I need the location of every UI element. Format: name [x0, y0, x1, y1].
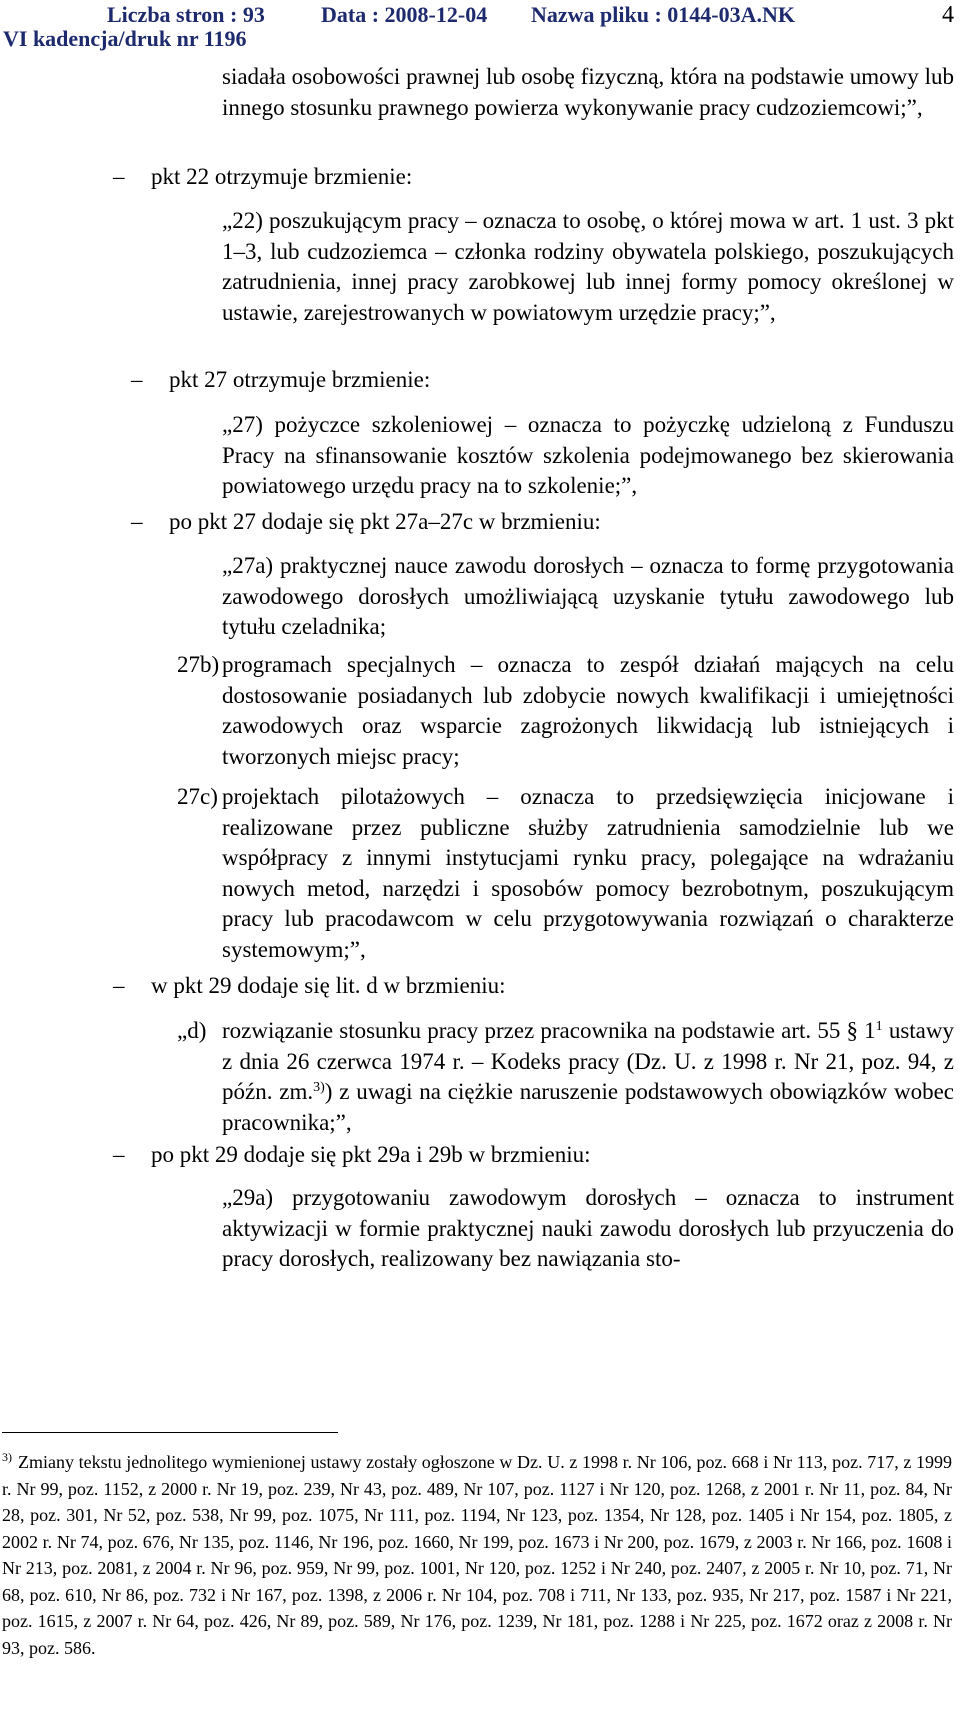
footnote-text: Zmiany tekstu jednolitego wymienionej ustawy zostały ogłoszone w Dz. U. z 1998 r. Nr 106, poz. 668 i Nr 113, poz. 717, z 1999 r. Nr 99, poz. 1152, z 2000 r. Nr 19, poz. 239, Nr 43, poz. 489, Nr 107, poz. 1127 i Nr 120, poz. 1268, z 2001 r. Nr 11, poz. 84, Nr 28, poz. 301, Nr 52, poz. 538, Nr 99, poz. 1075, Nr 111, poz. 1194, Nr 123, poz. 1354, Nr 128, poz. 1405 i Nr 154, poz. 1805, z 2002 r. Nr 74, poz. 676, Nr 135, poz. 1146, Nr 196, poz. 1660, Nr 199, poz. 1673 i Nr 200, poz. 1679, z 2003 r. Nr 166, poz. 1608 i Nr 213, poz. 2081, z 2004 r. Nr 96, poz. 959, Nr 99, poz. 1001, Nr 120, poz. 1252 i Nr 240, poz. 2407, z 2005 r. Nr 10, poz. 71, Nr 68, poz. 610, Nr 86, poz. 732 i Nr 167, poz. 1398, z 2006 r. Nr 104, poz. 708 i 711, Nr 133, poz. 935, Nr 217, poz. 1587 i Nr 221, poz. 1615, z 2007 r. Nr 64, poz. 426, Nr 89, poz. 589, Nr 176, poz. 1239, Nr 181, poz. 1288 i Nr 225, poz. 1672 oraz z 2008 r. Nr 93, poz. 586.: [2, 1452, 952, 1658]
paragraph-text: projektach pilotażowych – oznacza to przedsięwzięcia inicjowane i realizowane przez publiczne służby zatrudnienia samodzielnie lub we współpracy z innymi instytucjami rynku pracy, polegające na wdrażaniu nowych metod, narzędzi i sposobów pomocy bezrobotnym, poszukującym pracy lub pracodawcom w celu przygotowywania rozwiązań o charakterze systemowym;”,: [222, 784, 954, 962]
dash-marker: –: [131, 509, 143, 534]
page-number: 4: [942, 2, 954, 28]
paragraph-27: [222, 410, 954, 502]
header-page-count: Liczba stron : 93: [107, 2, 265, 27]
amendment-line-pkt29a: [113, 1140, 590, 1170]
item-label: 27c): [177, 784, 218, 809]
footnote-separator: [2, 1432, 338, 1433]
dash-marker: –: [131, 367, 143, 392]
dash-marker: –: [113, 973, 125, 998]
header-filename: Nazwa pliku : 0144-03A.NK: [531, 2, 796, 27]
header-date: Data : 2008-12-04: [321, 2, 488, 27]
item-label: „d): [177, 1018, 207, 1043]
paragraph-27a: [222, 551, 954, 643]
page-header: [0, 0, 960, 54]
paragraph-text-part: ) z uwagi na ciężkie naruszenie podstawowych obowiązków wobec pracownika;”,: [222, 1079, 955, 1135]
footnote-reference: 3): [313, 1080, 325, 1095]
paragraph-text-part: ustawy z dnia 26 czerwca 1974 r. – Kodeks pracy (Dz. U. z 1998 r. Nr 21, poz. 94, z późn. zm.: [222, 1018, 954, 1104]
paragraph-29a: [222, 1183, 954, 1275]
amendment-text: po pkt 29 dodaje się pkt 29a i 29b w brzmieniu:: [151, 1142, 591, 1167]
amendment-text: po pkt 27 dodaje się pkt 27a–27c w brzmieniu:: [169, 509, 601, 534]
superscript: 1: [875, 1019, 883, 1034]
dash-marker: –: [113, 1142, 125, 1167]
paragraph-d: [177, 1016, 954, 1138]
paragraph-text: „27) pożyczce szkoleniowej – oznacza to pożyczkę udzieloną z Funduszu Pracy na sfinansowanie kosztów szkolenia podejmowanego bez skierowania powiatowego urzędu pracy na to szkolenie;”,: [222, 412, 954, 498]
paragraph-text: „22) poszukującym pracy – oznacza to osobę, o której mowa w art. 1 ust. 3 pkt 1–3, lub cudzoziemca – członka rodziny obywatela polskiego, poszukujących zatrudnienia, innej pracy zarobkowej lub innej formy pomocy określonej w ustawie, zarejestrowanych w powiatowym urzędzie pracy;”,: [222, 208, 954, 325]
paragraph-22: [222, 206, 954, 328]
paragraph-text-part: rozwiązanie stosunku pracy przez pracownika na podstawie art. 55 § 1: [222, 1018, 876, 1043]
paragraph-27b: [177, 650, 954, 772]
item-label: 27b): [177, 652, 220, 677]
footnote: [2, 1449, 952, 1661]
amendment-line-pkt29: [113, 971, 506, 1001]
paragraph-27c: [177, 782, 954, 965]
footnote-mark: 3): [2, 1450, 12, 1464]
amendment-line-pkt22: [113, 162, 412, 192]
paragraph-intro: [222, 62, 954, 123]
paragraph-text: „29a) przygotowaniu zawodowym dorosłych – oznacza to instrument aktywizacji w formie praktycznej nauki zawodu dorosłych lub przyuczenia do pracy dorosłych, realizowany bez nawiązania sto-: [222, 1185, 954, 1271]
amendment-line-pkt27: [131, 365, 430, 395]
dash-marker: –: [113, 164, 125, 189]
paragraph-text: programach specjalnych – oznacza to zespół działań mających na celu dostosowanie posiadanych lub zdobycie nowych kwalifikacji i umiejętności zawodowych oraz wsparcie zagrożonych likwidacją lub istniejących i tworzonych miejsc pracy;: [222, 652, 954, 769]
amendment-line-pkt27a: [131, 507, 601, 537]
amendment-text: pkt 27 otrzymuje brzmienie:: [169, 367, 431, 392]
amendment-text: w pkt 29 dodaje się lit. d w brzmieniu:: [151, 973, 506, 998]
header-edition: VI kadencja/druk nr 1196: [3, 26, 247, 51]
paragraph-text: „27a) praktycznej nauce zawodu dorosłych – oznacza to formę przygotowania zawodowego dorosłych umożliwiającą uzyskanie tytułu zawodowego lub tytułu czeladnika;: [222, 553, 954, 639]
amendment-text: pkt 22 otrzymuje brzmienie:: [151, 164, 413, 189]
paragraph-text: [222, 1016, 954, 1138]
paragraph-text: siadała osobowości prawnej lub osobę fizyczną, która na podstawie umowy lub innego stosunku prawnego powierza wykonywanie pracy cudzoziemcowi;”,: [222, 64, 954, 120]
